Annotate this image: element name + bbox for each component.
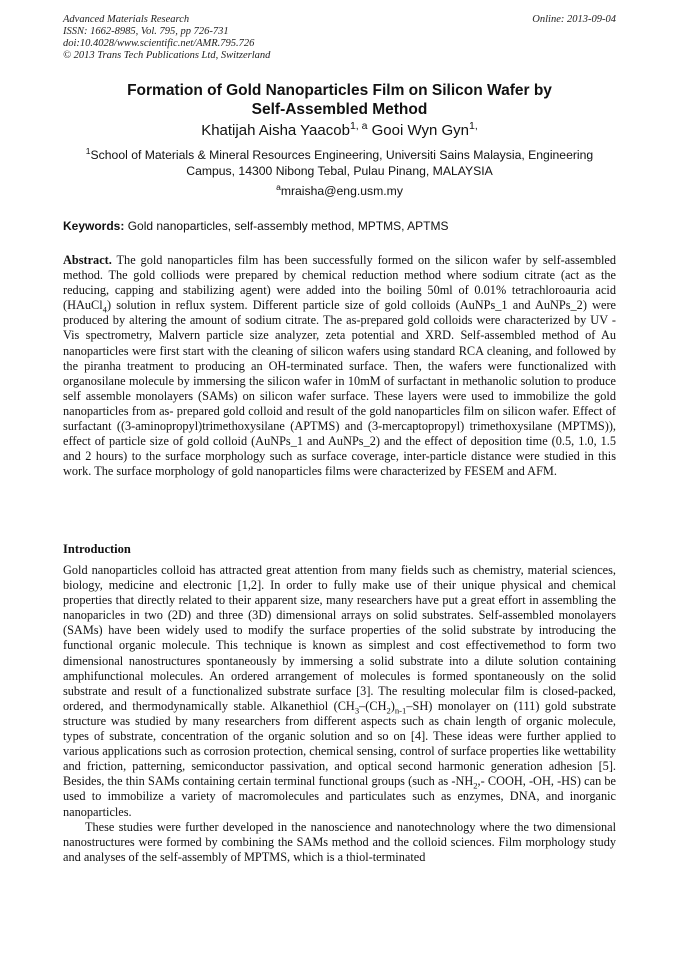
intro-subscript: n-1 [394,705,407,716]
abstract-subscript: 4 [102,304,107,315]
intro-text: –SH) monolayer on (111) gold substrate structure was studied by many researchers from different aspects such as chain length of organic molecule, types of substrate, concentration of the organic solution and so on [4]. These ideas were further applied to various applications such as corrosion protection, chemical sensing, control of surface properties like wettability and friction, patterning, semiconductor passivation, and optical second harmonic generation adhesion [5]. Besides, the thin SAMs containing certain terminal functional groups (such as -NH [63,698,616,789]
section-heading-introduction: Introduction [63,542,131,556]
affiliation-line-1: School of Materials & Mineral Resources Engineering, Universiti Sains Malaysia, Engineering [90,148,594,162]
intro-text: ) [390,698,395,713]
keywords-label: Keywords: [63,219,125,233]
title-line-1: Formation of Gold Nanoparticles Film on Silicon Wafer by [127,82,552,99]
affil-mark: 1 [85,145,91,156]
abstract-text-2: ) solution in reflux system. Different particle size of gold colloids (AuNPs_1 and AuNPs_2) were produced by altering the amount of sodium citrate. The as-prepared gold colloids were characterized by UV - Vis spectrometry, Malvern particle size analyzer, zeta potential and XRD. Self-assembled method of Au nanoparticles were first start with the cleaning of silicon wafers using standard RCA cleaning, and followed by the piranha treatment to producing an OH-terminated surface. Then, the wafers were functionalized with organosilane molecule by immersing the silicon wafer in 10mM of surfactant in methanolic solution to produce self assemble monolayers (SAMs) on silicon wafer surface. These layers were used to immobilize the gold nanoparticles from as- prepared gold colloid and result of the gold nanoparticles film on silicon wafer. Effect of surfactant ((3-aminopropyl)trimethoxysilane (APTMS) and (3-mercaptopropyl) trimethoxysilane (MPTMS)), effect of particle size of gold colloid (AuNPs_1 and AuNPs_2) and the effect of deposition time (0.5, 1.0, 1.5 and 2 hours) to the surface morphology such as surface coverage, inter-particle distance were studied in this work. The surface morphology of gold nanoparticles films were characterized by FESEM and AFM. [63,298,616,479]
keywords-list: Gold nanoparticles, self-assembly method, MPTMS, APTMS [127,219,449,233]
author-name: Khatijah Aisha Yaacob [201,122,350,139]
keywords [63,219,616,234]
intro-text: Gold nanoparticles colloid has attracted great attention from many fields such as chemistry, material sciences, biology, medicine and electronic [1,2]. In order to fully make use of their unique physical and chemical properties that directly related to their apparent size, many researchers have put a great effort in assembling the nanoparicles in two (2D) and three (3D) dimensional arrays on solid substrates. Self-assembled monolayers (SAMs) have been widely used to modify the surface properties of the solid substrate by introducing the functional organic molecule. This technique is known as simplest and cost effectivemethod to form two dimensional nanostructures spontaneously by immersing a solid substrate into a dilute solution containing amphifunctional molecules. An ordered arrangement of molecules is formed spontaneously on the solid substrate and result of a functionalized substrate surface [3]. The resulting molecular film is closed-packed, ordered, and thermodynamically stable. Alkanethiol (CH [63,563,616,713]
introduction-body [63,563,616,865]
online-date: Online: 2013-09-04 [532,14,616,25]
journal-header [63,14,616,62]
abstract-text-1: The gold nanoparticles film has been successfully formed on the silicon wafer by self-assembled method. The gold colliods were prepared by chemical reduction method where sodium citrate (act as the reducing, capping and stabilizing agent) were added into the boiling 50ml of 0.01% tetrachloroauria acid (HAuCl [63,253,616,313]
author-email [63,181,616,199]
author-name: Gooi Wyn Gyn [371,122,470,139]
issn-line: ISSN: 1662-8985, Vol. 795, pp 726-731 [63,26,229,37]
abstract-label: Abstract. [63,253,112,267]
author-affil-mark: 1, a [349,120,368,132]
author-list [63,121,616,141]
intro-subscript: 2 [386,705,391,716]
intro-text: –(CH [359,698,387,713]
copyright-line: © 2013 Trans Tech Publications Ltd, Switzerland [63,50,271,61]
author-affil-mark: 1, [469,120,478,132]
intro-subscript: 3 [354,705,360,716]
intro-subscript: 2 [473,780,478,791]
affiliation-line-2: Campus, 14300 Nibong Tebal, Pulau Pinang, MALAYSIA [186,163,493,178]
email-mark: a [276,181,281,192]
paper-title [63,81,616,119]
intro-paragraph-2: These studies were further developed in the nanoscience and nanotechnology where the two dimensional nanostructures were formed by combining the SAMs method and the colloid sciences. Film morphology study and analyses of the self-assembly of MPTMS, which is a thiol-terminated [63,819,616,864]
title-line-2: Self-Assembled Method [251,101,428,118]
doi-line: doi:10.4028/www.scientific.net/AMR.795.726 [63,38,255,49]
journal-name: Advanced Materials Research [63,14,190,25]
abstract [63,253,616,479]
email-address: mraisha@eng.usm.my [280,184,403,198]
affiliation [63,145,616,179]
intro-paragraph-1 [63,563,616,820]
intro-text: ,- COOH, -OH, -HS) can be used to immobilize a variety of macromolecules and particulates such as enzymes, DNA, and inorganic nanoparticles. [63,774,616,819]
